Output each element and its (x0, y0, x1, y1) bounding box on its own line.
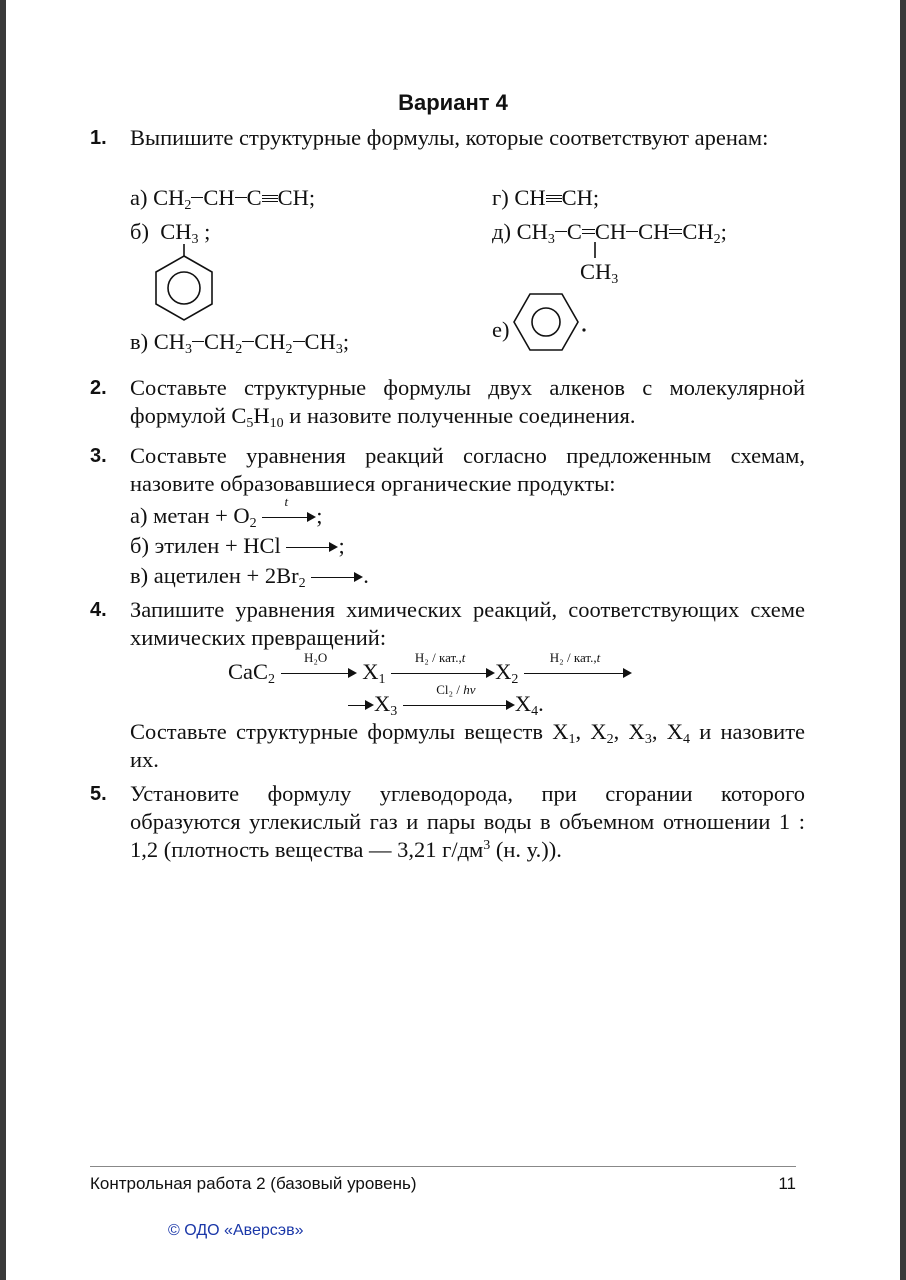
task-1 (90, 124, 805, 152)
task-4-text: Запишите уравнения химических реакций, соответствующих схеме химических превращений: (130, 597, 805, 650)
task-2 (90, 374, 805, 430)
toluene-ring-icon (150, 242, 220, 322)
option-e: е) (492, 317, 510, 342)
task-1-text: Выпишите структурные формулы, которые соответствуют аренам: (130, 125, 769, 150)
task-4-tail: Составьте структурные формулы веществ $X_1$, $X_2$, $X_3$, $X_4$ и назовите их. (130, 719, 806, 772)
option-b: б) $CH_3$ ; (130, 219, 211, 247)
benzene-ring-icon (510, 288, 590, 356)
task-4 (90, 596, 805, 652)
task-number: 4. (90, 599, 107, 621)
task-5 (90, 780, 805, 864)
option-g: г) CH CH; (492, 185, 600, 210)
task-3-b: б) этилен + HCl ; (130, 533, 345, 558)
task-number: 2. (90, 377, 107, 399)
screen-edge-right (900, 0, 906, 1280)
scheme-line-1: CaC$_2$ H₂O $X_1$ H₂ / кат.,t $X_2$ H₂ / кат.,t (228, 658, 632, 686)
option-a: а) $CH_2$ CH C CH; (130, 185, 316, 213)
scheme-line-2: $X_3$ Cl₂ / hν $X_4$. (348, 690, 544, 718)
task-3-text: Составьте уравнения реакций согласно предложенным схемам, назовите образовавшиеся органические продукты: (130, 443, 805, 496)
copyright-notice: © ОДО «Аверсэв» (168, 1222, 304, 1239)
option-d: д) $CH_3$ C CH CH $CH_2$; (492, 219, 727, 247)
task-number: 3. (90, 445, 107, 467)
branch-bond-icon (590, 242, 600, 258)
screen-edge-left (0, 0, 6, 1280)
task-3-a: а) метан + $O_2$ t ; (130, 494, 323, 531)
task-2-text: Составьте структурные формулы двух алкенов с молекулярной формулой $C_5H_{10}$ и назовите полученные соединения. (130, 375, 805, 431)
task-3-v: в) ацетилен + $2Br_2$ . (130, 563, 369, 591)
footer-divider (90, 1166, 796, 1167)
page-number: 11 (778, 1174, 796, 1193)
task-3 (90, 442, 805, 498)
option-v: в) $CH_3$ $CH_2$ $CH_2$ $CH_3$; (130, 329, 350, 357)
footer-section-title: Контрольная работа 2 (базовый уровень) (90, 1174, 417, 1193)
task-number: 5. (90, 783, 107, 805)
variant-title: Вариант 4 (398, 90, 508, 115)
option-d-branch: $CH_3$ (580, 259, 619, 287)
task-5-text: Установите формулу углеводорода, при сгорании которого образуются углекислый газ и пары воды в объемном отношении 1 : 1,2 (плотность вещества — 3,21 $г/дм^3$ (н. у.)). (130, 781, 805, 862)
task-number: 1. (90, 127, 107, 149)
